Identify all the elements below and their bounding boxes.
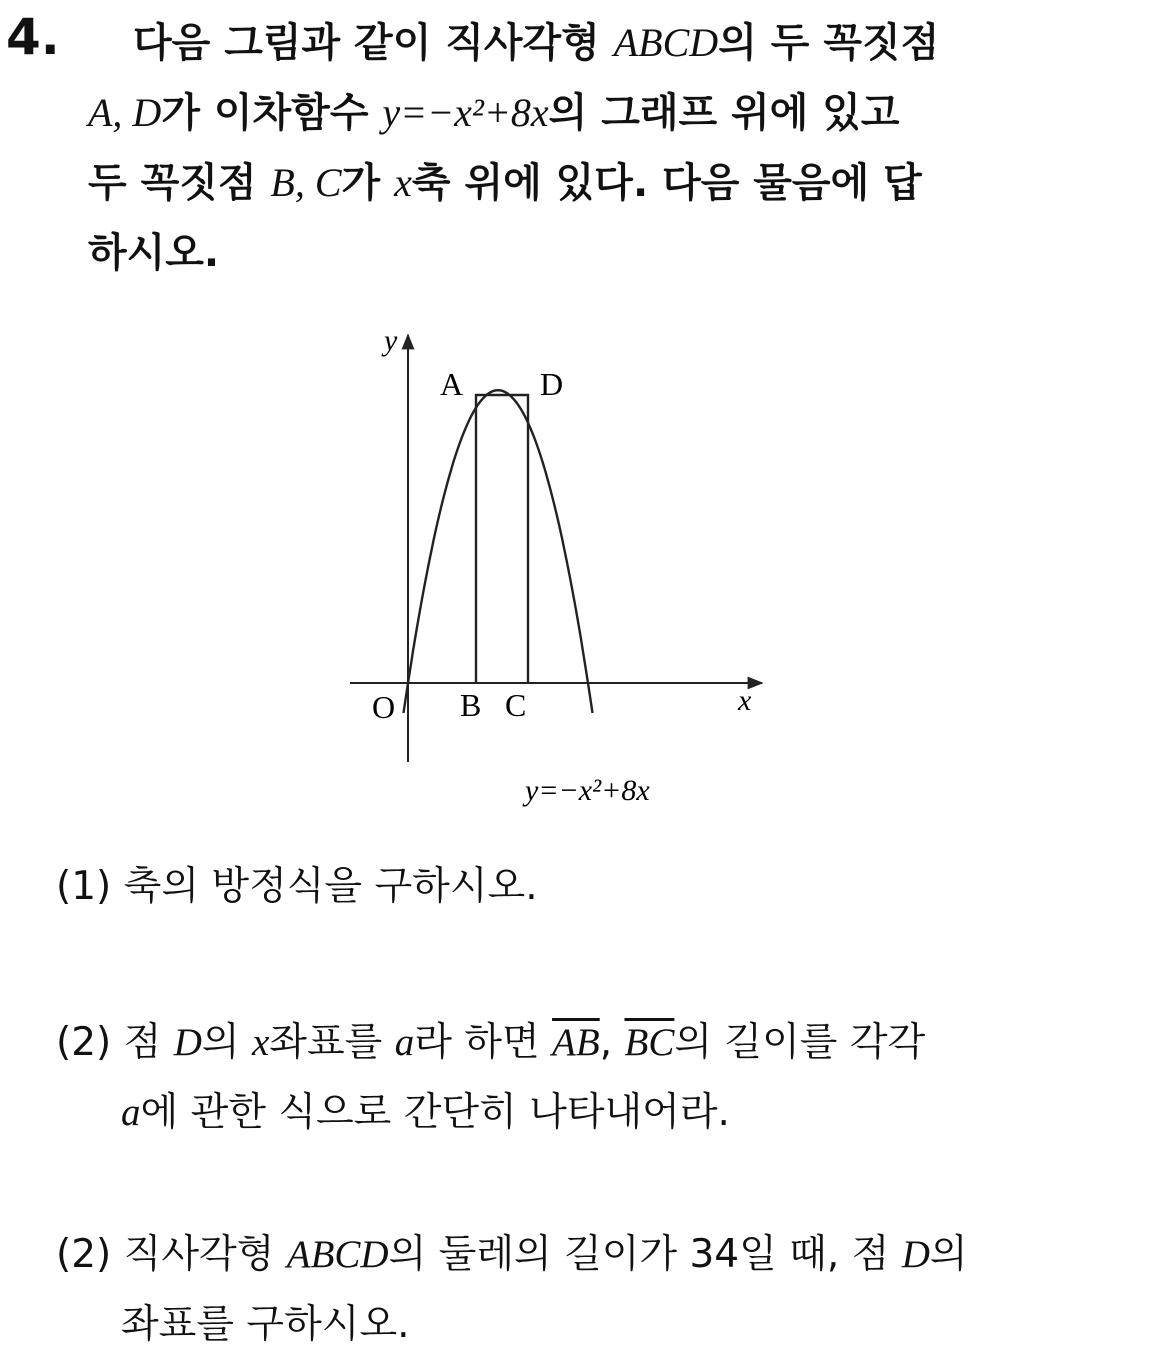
question-2-line-1: (2) 점 D의 x좌표를 a라 하면 $\overline{AB}$, $\overline{BC}$의 길이를 각각: [56, 1020, 926, 1065]
stem-line-2: A, D가 이차함수 y=−x²+8x의 그래프 위에 있고: [88, 90, 900, 136]
segment-bc: $\overline{BC}$: [624, 1021, 675, 1064]
y-axis-label: y: [384, 324, 398, 357]
question-3-line-1: (2) 직사각형 ABCD의 둘레의 길이가 34일 때, 점 D의: [56, 1232, 968, 1277]
origin-label: O: [372, 689, 396, 725]
segment-ab: $\overline{AB}$: [552, 1021, 600, 1064]
question-2: [56, 1008, 1116, 1148]
point-label-a: A: [440, 366, 464, 402]
curve-label: y=−x²+8x: [525, 774, 650, 807]
stem-line-4: 하시오.: [88, 230, 220, 276]
parabola-curve: [404, 390, 593, 713]
point-label-d: D: [540, 366, 564, 402]
question-1: (1) 축의 방정식을 구하시오.: [56, 864, 538, 909]
stem-line-3: 두 꼭짓점 B, C가 x축 위에 있다. 다음 물음에 답: [88, 160, 922, 206]
point-label-c: C: [505, 687, 527, 723]
problem-number: 4.: [6, 8, 60, 66]
parabola-figure: [340, 318, 780, 818]
point-label-b: B: [460, 687, 482, 723]
x-axis-label: x: [738, 684, 752, 717]
rectangle-abcd: [476, 395, 528, 683]
problem-stem: [88, 8, 1118, 288]
question-2-line-2: a에 관한 식으로 간단히 나타내어라.: [121, 1090, 730, 1135]
stem-line-1: 다음 그림과 같이 직사각형 ABCD의 두 꼭짓점: [133, 20, 940, 66]
question-3-line-2: 좌표를 구하시오.: [121, 1302, 410, 1347]
question-3: [56, 1220, 1116, 1360]
